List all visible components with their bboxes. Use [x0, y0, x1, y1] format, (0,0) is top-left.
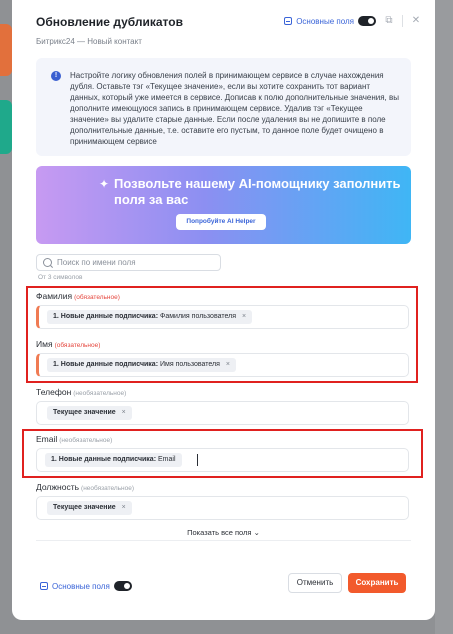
field-name: Имя [36, 339, 53, 349]
remove-tag-icon[interactable]: × [121, 504, 126, 511]
sparkle-icon: ✦ [99, 177, 110, 191]
field-optional: (необязательное) [73, 390, 127, 397]
background-panel-orange [0, 24, 12, 76]
fields-icon [40, 582, 48, 590]
search-hint: От 3 символов [38, 274, 83, 281]
ai-helper-banner [36, 166, 411, 244]
field-optional: (необязательное) [59, 437, 113, 444]
basic-fields-toggle-footer[interactable] [40, 581, 132, 591]
search-input[interactable] [57, 257, 217, 268]
fields-icon [284, 17, 292, 25]
background-right [435, 0, 453, 634]
try-ai-helper-button[interactable]: Попробуйте AI Helper [176, 214, 266, 230]
basic-fields-switch[interactable] [114, 581, 132, 591]
remove-tag-icon[interactable]: × [225, 361, 230, 368]
modal-subtitle: Битрикс24 — Новый контакт [36, 37, 142, 46]
field-tag [47, 501, 132, 515]
field-label-phone [36, 387, 126, 397]
highlight-box-name-fields [26, 286, 418, 383]
basic-fields-label: Основные поля [52, 581, 110, 591]
field-required: (обязательное) [74, 294, 120, 301]
basic-fields-toggle-header[interactable] [284, 16, 376, 26]
search-icon [43, 258, 52, 267]
field-optional: (необязательное) [81, 485, 135, 492]
info-text: Настройте логику обновления полей в принимающем сервисе в случае нахождения дубля. Оставьте тэг «Текущее значение», если вы хотите сохранить тот вариант данных, который уже имеется в сервисе. Дописав к полю дополнительные значения, вы дополните имеющуюся запись в принимающем сервисе. Удалив тэг «Текущее значение» вы удалите старые данные. Если после удаления вы не допишите в поле дополнительные данные, т.е. оставите его пустым, то данное поле будет очищено в принимающем сервисе [70, 71, 400, 146]
basic-fields-switch[interactable] [358, 16, 376, 26]
tag-value: Имя пользователя [160, 361, 220, 368]
tag-value: Фамилия пользователя [160, 313, 236, 320]
remove-tag-icon[interactable]: × [121, 409, 126, 416]
remove-tag-icon[interactable]: × [241, 313, 247, 320]
field-name: Email [36, 434, 58, 444]
cancel-button[interactable]: Отменить [288, 573, 342, 593]
header-divider [402, 15, 403, 27]
background-panel-teal [0, 100, 12, 154]
field-name: Телефон [36, 387, 72, 397]
modal-title: Обновление дубликатов [36, 15, 183, 29]
field-search [36, 254, 221, 271]
ai-banner-text: Позвольте нашему AI-помощнику заполнить поля за вас [114, 176, 401, 207]
tag-prefix: Текущее значение [53, 409, 116, 416]
basic-fields-label: Основные поля [296, 16, 354, 26]
info-box [36, 58, 411, 156]
tag-prefix: Текущее значение [53, 504, 116, 511]
tag-value: Email [158, 456, 176, 463]
field-required: (обязательное) [54, 342, 101, 349]
divider [36, 540, 411, 541]
chevron-down-icon: ⌄ [253, 528, 260, 537]
field-input-position[interactable] [36, 496, 409, 520]
save-button[interactable]: Сохранить [348, 573, 406, 593]
show-all-fields-link[interactable] [12, 528, 435, 537]
show-all-label: Показать все поля [187, 528, 252, 537]
info-icon: ! [51, 71, 61, 81]
field-input-phone[interactable] [36, 401, 409, 425]
header-tools [284, 15, 421, 27]
field-name: Фамилия [36, 291, 73, 301]
field-label-position [36, 482, 134, 492]
tag-prefix: 1. Новые данные подписчика: [53, 361, 159, 368]
field-tag [47, 406, 132, 420]
tag-prefix: 1. Новые данные подписчика: [51, 456, 157, 463]
expand-icon[interactable]: ⧉ [385, 15, 393, 26]
close-icon[interactable]: ✕ [411, 15, 421, 26]
highlight-box-email-field [22, 429, 423, 478]
tag-prefix: 1. Новые данные подписчика: [53, 313, 159, 320]
field-name: Должность [36, 482, 80, 492]
